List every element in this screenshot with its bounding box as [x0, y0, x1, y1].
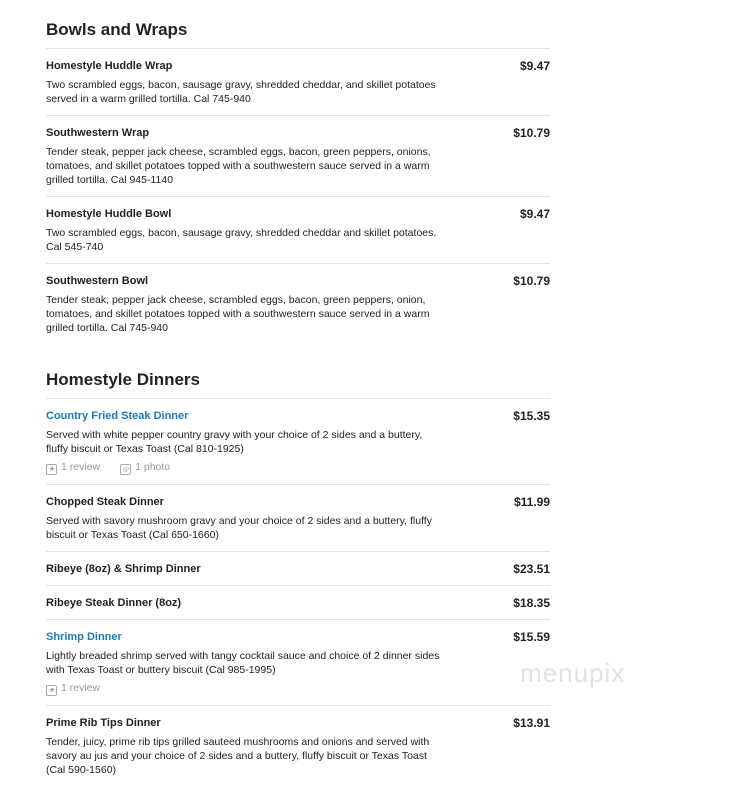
reviews-link[interactable] [46, 461, 110, 473]
review-icon: ★ [46, 464, 57, 475]
item-price: $10.79 [513, 126, 550, 140]
item-name-link[interactable]: Country Fried Steak Dinner [46, 410, 189, 422]
item-description: Served with white pepper country gravy with your choice of 2 sides and a buttery, fluffy biscuit or Texas Toast (Cal 810-1925) [46, 429, 423, 455]
menu-item [46, 620, 550, 706]
item-name: Southwestern Bowl [46, 275, 149, 287]
item-name: Ribeye Steak Dinner (8oz) [46, 597, 182, 609]
watermark-logo: menupix [520, 658, 626, 688]
item-description: Tender steak, pepper jack cheese, scrambled eggs, bacon, green peppers, onion, tomatoes, and skillet potatoes topped with a southwestern sauce served in a warm grilled tortilla. Cal 745-940 [46, 294, 430, 334]
item-name: Chopped Steak Dinner [46, 496, 164, 508]
item-price: $18.35 [513, 596, 550, 610]
item-name: Southwestern Wrap [46, 127, 150, 139]
menu [46, 16, 550, 786]
photos-link[interactable] [120, 461, 180, 473]
item-price: $9.47 [519, 207, 550, 221]
review-icon: ★ [46, 685, 57, 696]
section-title: Bowls and Wraps [46, 16, 550, 49]
menu-item [46, 264, 550, 344]
menu-item [46, 116, 550, 197]
item-name: Homestyle Huddle Bowl [46, 208, 172, 220]
menu-item [46, 399, 550, 485]
item-price: $11.99 [513, 495, 550, 509]
menu-item [46, 586, 550, 620]
item-price: $10.79 [513, 274, 550, 288]
reviews-link[interactable] [46, 682, 110, 694]
item-name-link[interactable]: Shrimp Dinner [46, 631, 122, 643]
menu-item [46, 197, 550, 264]
item-price: $23.51 [513, 562, 550, 576]
review-count: 1 review [61, 682, 101, 694]
item-name: Prime Rib Tips Dinner [46, 717, 161, 729]
item-price: $15.35 [513, 409, 550, 423]
item-description: Lightly breaded shrimp served with tangy cocktail sauce and choice of 2 dinner sides with Texas Toast or buttery biscuit (Cal 985-1995) [46, 650, 440, 676]
menu-item [46, 706, 550, 786]
menu-item [46, 49, 550, 116]
item-description: Two scrambled eggs, bacon, sausage gravy, shredded cheddar, and skillet potatoes served in a warm grilled tortilla. Cal 745-940 [46, 79, 436, 105]
section-homestyle-dinners [46, 366, 550, 786]
item-name: Ribeye (8oz) & Shrimp Dinner [46, 563, 201, 575]
menu-item [46, 485, 550, 552]
review-count: 1 review [61, 461, 101, 473]
item-price: $15.59 [513, 630, 550, 644]
section-title: Homestyle Dinners [46, 366, 550, 399]
item-price: $13.91 [513, 716, 550, 730]
item-description: Tender, juicy, prime rib tips grilled sauteed mushrooms and onions and served with savory au jus and your choice of 2 sides and a buttery, fluffy biscuit or Texas Toast (Cal 590-1560) [46, 736, 430, 776]
item-description: Tender steak, pepper jack cheese, scrambled eggs, bacon, green peppers, onions, tomatoes, and skillet potatoes topped with a southwestern sauce served in a warm grilled tortilla. Cal 945-1140 [46, 146, 431, 186]
menu-item [46, 552, 550, 586]
item-description: Served with savory mushroom gravy and your choice of 2 sides and a buttery, fluffy biscuit or Texas Toast (Cal 650-1660) [46, 515, 432, 541]
photo-count: 1 photo [135, 461, 171, 473]
section-bowls-and-wraps [46, 16, 550, 344]
item-name: Homestyle Huddle Wrap [46, 60, 173, 72]
item-description: Two scrambled eggs, bacon, sausage gravy, shredded cheddar and skillet potatoes. Cal 545-740 [46, 227, 437, 253]
item-price: $9.47 [519, 59, 550, 73]
camera-icon: ◎ [120, 464, 131, 475]
